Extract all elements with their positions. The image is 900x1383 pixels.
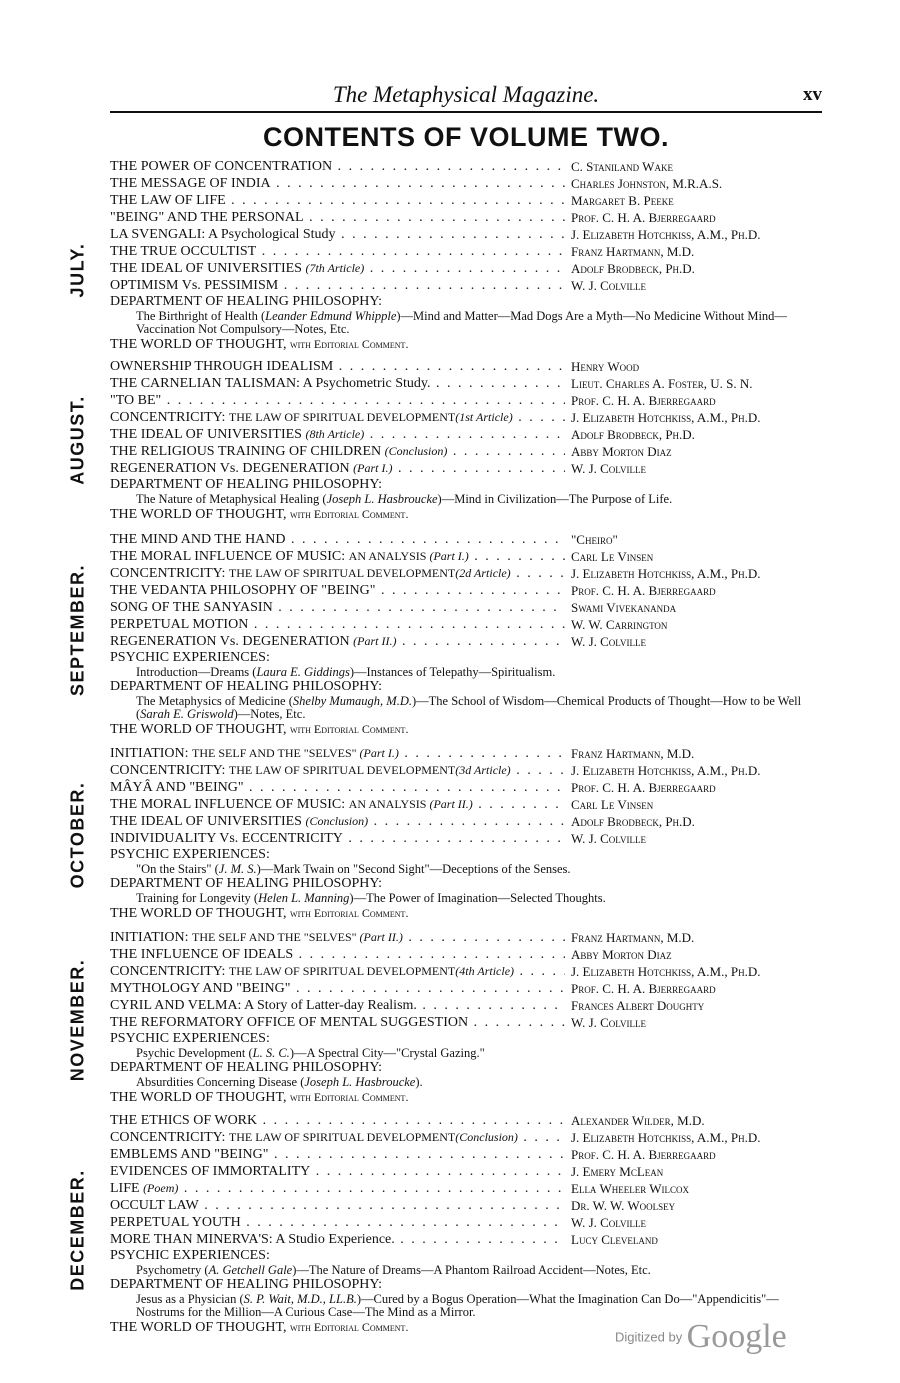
world-of-thought: THE WORLD OF THOUGHT, with Editorial Comment. [110,507,409,522]
article-author: J. Emery McLean [568,1163,663,1180]
toc-entry [110,392,826,409]
month-section [110,1112,826,1336]
world-of-thought: THE WORLD OF THOUGHT, with Editorial Comment. [110,1090,409,1105]
article-author: Lucy Cleveland [568,1231,658,1248]
digitized-label: Digitized by [615,1329,683,1345]
toc-entry [110,175,826,192]
toc-entry [110,1163,826,1180]
article-title: MORE THAN MINERVA'S: A Studio Experience. . . . [110,1231,565,1248]
department-contents: Psychometry (A. Getchell Gale)—The Nature of Dreams—A Phantom Railroad Accident—Notes, Etc. [136,1263,651,1277]
department-contents: Introduction—Dreams (Laura E. Giddings)—Instances of Telepathy—Spiritualism. [136,665,556,679]
department-contents: The Nature of Metaphysical Healing (Joseph L. Hasbroucke)—Mind in Civilization—The Purpose of Life. [136,492,673,506]
page-number: xv [803,84,822,105]
article-title: INDIVIDUALITY Vs. ECCENTRICITY . . . [110,830,565,847]
article-author: "Cheiro" [568,531,618,548]
article-author: Franz Hartmann, M.D. [568,745,694,762]
toc-entry [110,1146,826,1163]
article-title: CONCENTRICITY: THE LAW OF SPIRITUAL DEVELOPMENT(4th Article) . . . [110,963,565,980]
article-title: THE TRUE OCCULTIST . . . [110,243,565,260]
article-author: W. J. Colville [568,1014,646,1031]
article-author: Prof. C. H. A. Bjerregaard [568,392,716,409]
header-rule [110,111,822,113]
article-title: OPTIMISM Vs. PESSIMISM . . . [110,277,565,294]
toc-entry [110,779,826,796]
article-author: Swami Vivekananda [568,599,676,616]
department-contents: Absurdities Concerning Disease (Joseph L. Hasbroucke). [136,1075,423,1089]
article-author: J. Elizabeth Hotchkiss, A.M., Ph.D. [568,762,760,779]
magazine-title: The Metaphysical Magazine. [332,82,600,107]
toc-entry [110,277,826,294]
article-author: Abby Morton Diaz [568,946,672,963]
toc-entry [110,745,826,762]
article-author: W. J. Colville [568,1214,646,1231]
department-contents: The Metaphysics of Medicine (Shelby Mumaugh, M.D.)—The School of Wisdom—Chemical Products of Thought—How to be Well (Sarah E. Griswold)—Notes, Etc. [136,694,802,721]
toc-entry [110,375,826,392]
toc-entry [110,426,826,443]
toc-entry [110,963,826,980]
article-author: W. J. Colville [568,633,646,650]
article-author: W. J. Colville [568,460,646,477]
article-author: Prof. C. H. A. Bjerregaard [568,980,716,997]
google-logo: Google [686,1318,787,1355]
month-text: SEPTEMBER. [67,563,88,697]
toc-entry [110,1197,826,1214]
article-title: THE IDEAL OF UNIVERSITIES (Conclusion) . . . [110,813,565,830]
article-author: Prof. C. H. A. Bjerregaard [568,779,716,796]
article-author: Carl Le Vinsen [568,796,653,813]
article-title: INITIATION: THE SELF AND THE "SELVES" (Part I.) . . . [110,745,565,762]
month-section [110,531,826,738]
article-title: "TO BE" . . . [110,392,565,409]
month-section [110,358,826,523]
article-author: J. Elizabeth Hotchkiss, A.M., Ph.D. [568,565,760,582]
article-title: CONCENTRICITY: THE LAW OF SPIRITUAL DEVELOPMENT(1st Article) . . . [110,409,565,426]
toc-entry [110,997,826,1014]
toc-entry [110,1112,826,1129]
article-title: THE MIND AND THE HAND . . . [110,531,565,548]
department-heading: PSYCHIC EXPERIENCES: [110,650,270,665]
month-section [110,745,826,922]
month-text: DECEMBER. [67,1169,88,1291]
toc-entry [110,209,826,226]
article-author: Frances Albert Doughty [568,997,704,1014]
department-contents: "On the Stairs" (J. M. S.)—Mark Twain on "Second Sight"—Deceptions of the Senses. [136,862,571,876]
article-author: Franz Hartmann, M.D. [568,243,694,260]
toc-entry [110,1014,826,1031]
contents-title: CONTENTS OF VOLUME TWO. [263,122,669,152]
article-author: J. Elizabeth Hotchkiss, A.M., Ph.D. [568,226,760,243]
article-author: Prof. C. H. A. Bjerregaard [568,209,716,226]
toc-entry [110,1129,826,1146]
article-title: THE RELIGIOUS TRAINING OF CHILDREN (Conclusion) . . . [110,443,565,460]
toc-entry [110,980,826,997]
article-title: REGENERATION Vs. DEGENERATION (Part I.) . . . [110,460,565,477]
article-author: Prof. C. H. A. Bjerregaard [568,582,716,599]
department-heading: DEPARTMENT OF HEALING PHILOSOPHY: [110,1060,383,1075]
article-title: THE MORAL INFLUENCE OF MUSIC: AN ANALYSIS (Part II.) . . . [110,796,565,813]
article-author: W. J. Colville [568,277,646,294]
toc-entry [110,226,826,243]
toc-entry [110,460,826,477]
article-title: THE INFLUENCE OF IDEALS . . . [110,946,565,963]
article-title: CONCENTRICITY: THE LAW OF SPIRITUAL DEVELOPMENT(3d Article) . . . [110,762,565,779]
toc-entry [110,243,826,260]
toc-entry [110,260,826,277]
article-author: Henry Wood [568,358,639,375]
article-author: J. Elizabeth Hotchkiss, A.M., Ph.D. [568,409,760,426]
world-of-thought: THE WORLD OF THOUGHT, with Editorial Comment. [110,337,409,352]
month-text: NOVEMBER. [67,958,88,1082]
department-contents: Jesus as a Physician (S. P. Wait, M.D., LL.B.)—Cured by a Bogus Operation—What the Imagination Can Do—"Appendicitis"—Nostrums for the Million—A Curious Case—The Mind as a Mirror. [136,1292,779,1319]
toc-entry [110,409,826,426]
article-title: PERPETUAL YOUTH . . . [110,1214,565,1231]
article-title: CONCENTRICITY: THE LAW OF SPIRITUAL DEVELOPMENT(2d Article) . . . [110,565,565,582]
world-of-thought: THE WORLD OF THOUGHT, with Editorial Comment. [110,906,409,921]
digitized-watermark [615,1318,787,1356]
toc-entry [110,548,826,565]
article-title: THE MORAL INFLUENCE OF MUSIC: AN ANALYSIS (Part I.) . . . [110,548,565,565]
toc-entry [110,1214,826,1231]
toc-entry [110,358,826,375]
article-title: LIFE (Poem) . . . [110,1180,565,1197]
toc-entry [110,946,826,963]
article-title: INITIATION: THE SELF AND THE "SELVES" (Part II.) . . . [110,929,565,946]
article-title: SONG OF THE SANYASIN . . . [110,599,565,616]
article-author: J. Elizabeth Hotchkiss, A.M., Ph.D. [568,963,760,980]
article-title: LA SVENGALI: A Psychological Study . . . [110,226,565,243]
department-contents: The Birthright of Health (Leander Edmund Whipple)—Mind and Matter—Mad Dogs Are a Myth—No Medicine Without Mind—Vaccination Not Compulsory—Notes, Etc. [136,309,787,336]
toc-entry [110,1231,826,1248]
article-author: Dr. W. W. Woolsey [568,1197,675,1214]
world-of-thought: THE WORLD OF THOUGHT, with Editorial Comment. [110,722,409,737]
department-contents: Training for Longevity (Helen L. Manning)—The Power of Imagination—Selected Thoughts. [136,891,606,905]
article-author: Charles Johnston, M.R.A.S. [568,175,722,192]
month-text: OCTOBER. [67,781,88,889]
article-title: PERPETUAL MOTION . . . [110,616,565,633]
article-title: THE MESSAGE OF INDIA . . . [110,175,565,192]
article-author: Margaret B. Peeke [568,192,674,209]
article-author: Carl Le Vinsen [568,548,653,565]
article-title: MÂYÂ AND "BEING" . . . [110,779,565,796]
article-title: THE VEDANTA PHILOSOPHY OF "BEING" . . . [110,582,565,599]
article-title: OCCULT LAW . . . [110,1197,565,1214]
article-author: Lieut. Charles A. Foster, U. S. N. [568,375,753,392]
toc-entry [110,762,826,779]
department-heading: DEPARTMENT OF HEALING PHILOSOPHY: [110,477,383,492]
toc-entry [110,192,826,209]
toc-entry [110,616,826,633]
article-title: "BEING" AND THE PERSONAL . . . [110,209,565,226]
department-heading: DEPARTMENT OF HEALING PHILOSOPHY: [110,679,383,694]
article-title: EVIDENCES OF IMMORTALITY . . . [110,1163,565,1180]
article-author: Adolf Brodbeck, Ph.D. [568,426,695,443]
article-author: Ella Wheeler Wilcox [568,1180,689,1197]
toc-entry [110,796,826,813]
article-title: THE CARNELIAN TALISMAN: A Psychometric Study. . . . [110,375,565,392]
article-author: Adolf Brodbeck, Ph.D. [568,260,695,277]
toc-entry [110,582,826,599]
department-heading: DEPARTMENT OF HEALING PHILOSOPHY: [110,876,383,891]
article-title: THE ETHICS OF WORK . . . [110,1112,565,1129]
month-text: JULY. [67,242,88,298]
article-title: REGENERATION Vs. DEGENERATION (Part II.) . . . [110,633,565,650]
month-section [110,929,826,1106]
world-of-thought: THE WORLD OF THOUGHT, with Editorial Comment. [110,1320,409,1335]
toc-entry [110,633,826,650]
month-text: AUGUST. [67,395,88,485]
article-title: OWNERSHIP THROUGH IDEALISM . . . [110,358,565,375]
article-title: THE IDEAL OF UNIVERSITIES (7th Article) . . . [110,260,565,277]
department-heading: PSYCHIC EXPERIENCES: [110,1031,270,1046]
article-title: THE LAW OF LIFE . . . [110,192,565,209]
toc-entry [110,565,826,582]
toc-entry [110,1180,826,1197]
department-heading: DEPARTMENT OF HEALING PHILOSOPHY: [110,294,383,309]
article-author: W. J. Colville [568,830,646,847]
article-author: Alexander Wilder, M.D. [568,1112,705,1129]
article-title: THE IDEAL OF UNIVERSITIES (8th Article) . . . [110,426,565,443]
article-author: Abby Morton Diaz [568,443,672,460]
toc-entry [110,830,826,847]
article-author: W. W. Carrington [568,616,667,633]
article-author: J. Elizabeth Hotchkiss, A.M., Ph.D. [568,1129,760,1146]
article-title: CYRIL AND VELMA: A Story of Latter-day Realism. . . . [110,997,565,1014]
department-heading: PSYCHIC EXPERIENCES: [110,847,270,862]
article-title: THE POWER OF CONCENTRATION . . . [110,158,565,175]
toc-entry [110,531,826,548]
article-title: THE REFORMATORY OFFICE OF MENTAL SUGGESTION . . . [110,1014,565,1031]
department-contents: Psychic Development (L. S. C.)—A Spectral City—"Crystal Gazing." [136,1046,485,1060]
article-title: MYTHOLOGY AND "BEING" . . . [110,980,565,997]
article-author: Adolf Brodbeck, Ph.D. [568,813,695,830]
toc-entry [110,929,826,946]
article-author: Prof. C. H. A. Bjerregaard [568,1146,716,1163]
department-heading: PSYCHIC EXPERIENCES: [110,1248,270,1263]
article-title: EMBLEMS AND "BEING" . . . [110,1146,565,1163]
toc-entry [110,158,826,175]
article-author: C. Staniland Wake [568,158,673,175]
toc-entry [110,443,826,460]
toc-entry [110,599,826,616]
article-author: Franz Hartmann, M.D. [568,929,694,946]
department-heading: DEPARTMENT OF HEALING PHILOSOPHY: [110,1277,383,1292]
article-title: CONCENTRICITY: THE LAW OF SPIRITUAL DEVELOPMENT(Conclusion) . . . [110,1129,565,1146]
running-header [110,82,822,108]
toc-entry [110,813,826,830]
month-section [110,158,826,353]
